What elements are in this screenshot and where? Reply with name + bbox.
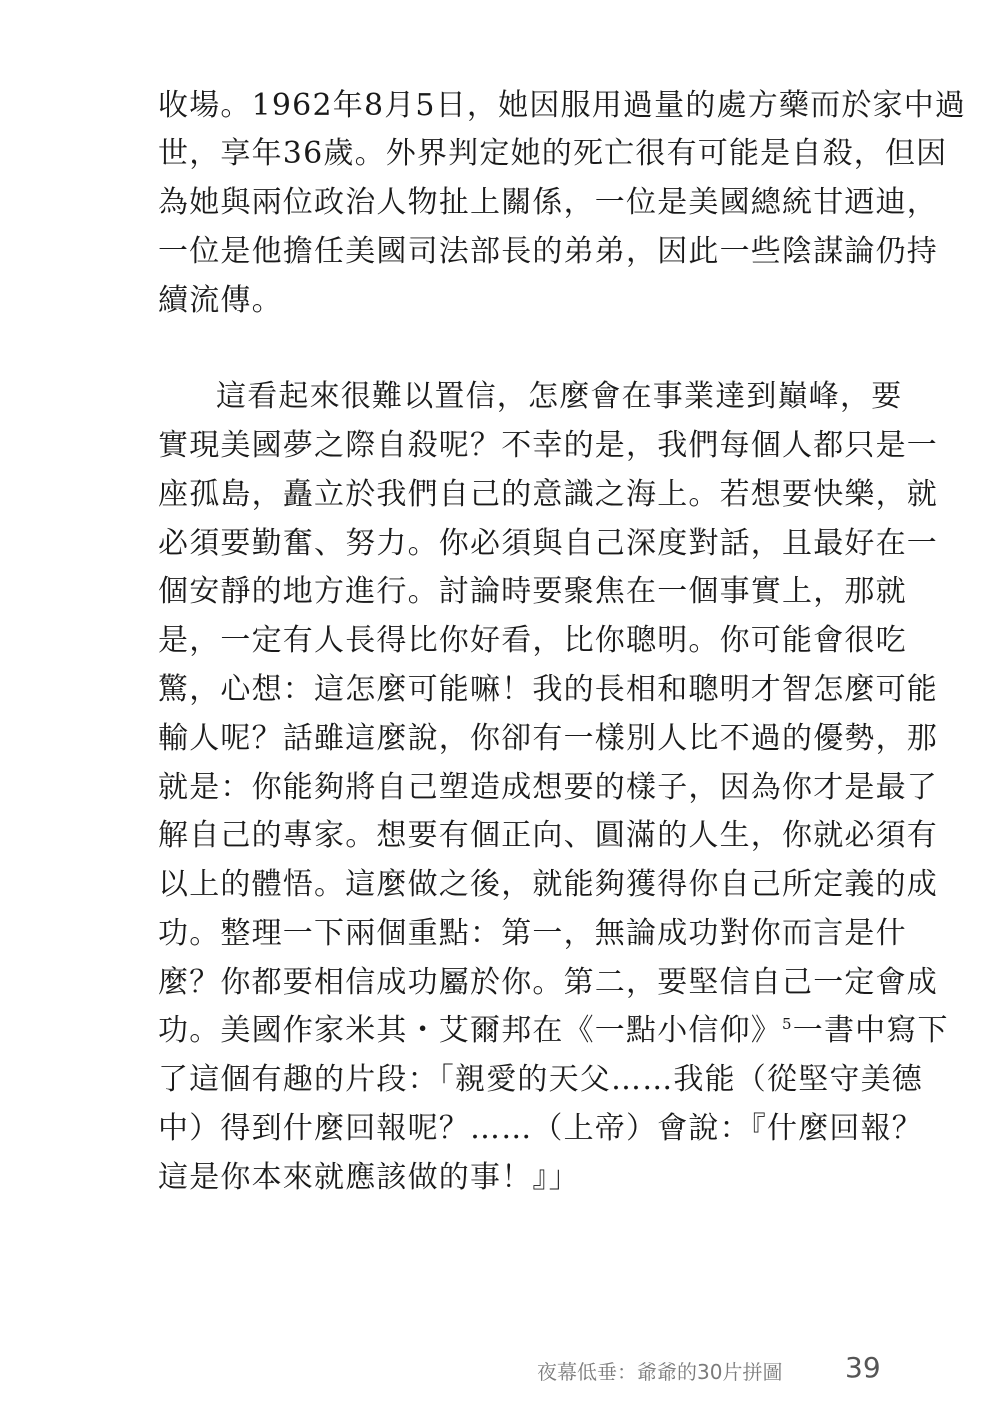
- text-line: 麼？你都要相信成功屬於你。第二，要堅信自己一定會成: [158, 965, 938, 1000]
- text-line: 收場。1962年8月5日，她因服用過量的處方藥而於家中過: [158, 88, 967, 123]
- text-line-with-footnote: [158, 1011, 949, 1051]
- text-segment: 一書中寫下: [792, 1013, 949, 1048]
- text-line: 以上的體悟。這麼做之後，就能夠獲得你自己所定義的成: [158, 867, 938, 902]
- footnote-marker: 5: [782, 1015, 793, 1033]
- page-number: 39: [845, 1351, 881, 1384]
- text-line: 功。整理一下兩個重點：第一，無論成功對你而言是什: [158, 916, 907, 951]
- text-line: 是，一定有人長得比你好看，比你聰明。你可能會很吃: [158, 623, 907, 658]
- text-line: 這看起來很難以置信，怎麼會在事業達到巔峰，要: [216, 379, 903, 414]
- text-line: 了這個有趣的片段：「親愛的天父……我能（從堅守美德: [158, 1062, 923, 1097]
- text-line: 一位是他擔任美國司法部長的弟弟，因此一些陰謀論仍持: [158, 234, 938, 269]
- text-line: 個安靜的地方進行。討論時要聚焦在一個事實上，那就: [158, 574, 907, 609]
- text-line: 輸人呢？話雖這麼說，你卻有一樣別人比不過的優勢，那: [158, 721, 938, 756]
- text-segment: 功。美國作家米其・艾爾邦在《一點小信仰》: [158, 1013, 782, 1048]
- text-line: 實現美國夢之際自殺呢？不幸的是，我們每個人都只是一: [158, 428, 938, 463]
- running-footer-title: 夜幕低垂：爺爺的30片拼圖: [537, 1360, 783, 1384]
- text-line: 這是你本來就應該做的事！』」: [158, 1160, 580, 1195]
- text-line: 中）得到什麼回報呢？……（上帝）會說：『什麼回報？: [158, 1111, 923, 1146]
- text-line: 為她與兩位政治人物扯上關係，一位是美國總統甘迺迪，: [158, 185, 938, 220]
- text-line: 座孤島，矗立於我們自己的意識之海上。若想要快樂，就: [158, 477, 938, 512]
- text-line: 續流傳。: [158, 283, 283, 318]
- text-line: 就是：你能夠將自己塑造成想要的樣子，因為你才是最了: [158, 770, 938, 805]
- text-line: 必須要勤奮、努力。你必須與自己深度對話，且最好在一: [158, 526, 938, 561]
- text-line: 世，享年36歲。外界判定她的死亡很有可能是自殺，但因: [158, 136, 948, 171]
- text-line: 解自己的專家。想要有個正向、圓滿的人生，你就必須有: [158, 818, 938, 853]
- text-line: 驚，心想：這怎麼可能嘛！我的長相和聰明才智怎麼可能: [158, 672, 938, 707]
